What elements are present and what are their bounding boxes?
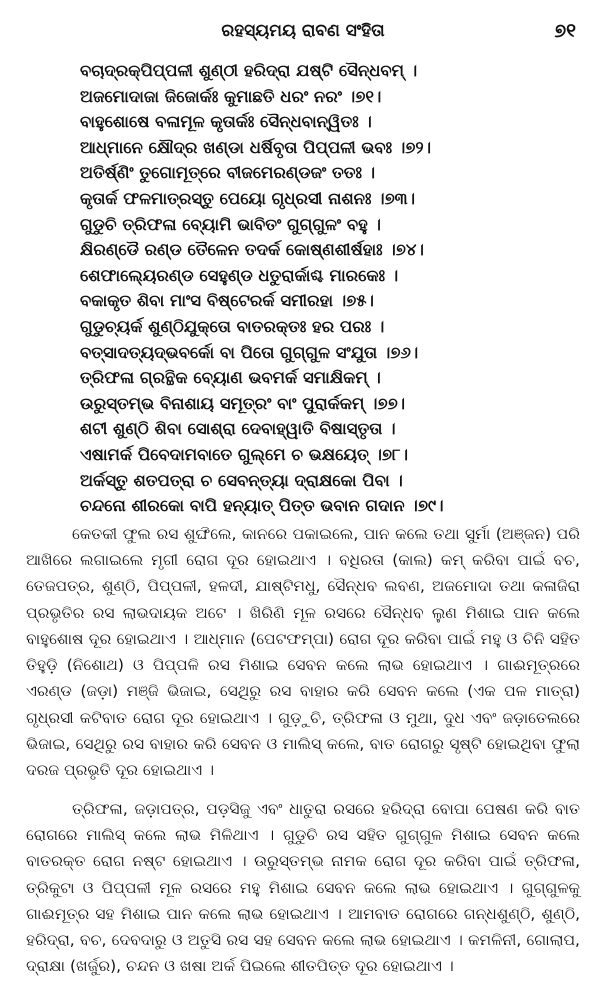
verse-line: କ୍ଷିରଣ୍ଡୈ ରଣ୍ଡ ତୈଳେନ ତଦର୍କ କୋଷ୍ଣଶୀର୍ଷହାଃ ।୭୪।	[80, 240, 424, 260]
verse-line: ଶେଫାଲ୍ୟେରଣ୍ଡ ସେହୁଣ୍ଡ ଧତୁରାର୍କାଶ୍ଚ ମାରକେଃ ।	[80, 265, 399, 285]
verse-line: ଅର୍କସ୍ତୁ ଶତପତ୍ରା ଚ ସେବନ୍ତ୍ୟା ଦ୍ରାକ୍ଷକୋ ପିବା ।	[80, 470, 403, 490]
verse-line: ବଚାଦ୍ରକ୍‌ପିପ୍ପଳୀ ଶୁଣ୍ଠୀ ହରିଦ୍ରା ଯଷ୍ଟି ସୈନ୍ଧବମ୍ ।	[80, 61, 418, 80]
verse-line: କୃତାର୍କ ଫଳମାତ୍ରସ୍ତୁ ପେୟୋ ଗୃଧ୍ରସୀ ନାଶନଃ ।୭୩।	[80, 188, 416, 208]
verse-line: ଚନ୍ଦନୋ ଶୀରକୋ ବାପି ହନ୍ୟାତ୍ ପିତ୍ତ ଭବାନ ଗଦାନ ।୭୯।	[80, 496, 444, 516]
verse-line: ବତ୍‌ସାଦତ୍ୟଦ୍‌ଭବର୍କୋ ବା ପିତୋ ଗୁଗ୍‌ଗୁଳ ସଂଯୁତା ।୭୬।	[80, 342, 419, 362]
commentary-paragraph: ତ୍ରିଫଳା, ଜଡ଼ାପତ୍ର, ପଡ଼ସିଜୁ ଏବଂ ଧାତୁରା ରସରେ ହରିଦ୍ରା ବୋପା ପେଷଣ କରି ବାତ ରୋଗରେ ମାଲିସ୍ କଲେ ଲାଭ ମିଳିଥାଏ । ଗୁଡୁଚି ରସ ସହିତ ଗୁଗ୍‌ଗୁଳ ମିଶାଇ ସେବନ କଲେ ବାତରକ୍ତ ରୋଗ ନଷ୍ଟ ହୋଇଥାଏ । ଉରୁସ୍ତମ୍ଭ ନାମକ ରୋଗ ଦୂର କରିବା ପାଇଁ ତ୍ରିଫଳା, ତ୍ରିକୁଟା ଓ ପିପ୍ପଳୀ ମୂଳ ରସରେ ମହୁ ମିଶାଇ ସେବନ କଲେ ଲାଭ ହୋଇଥାଏ । ଗୁଗ୍‌ଗୁଳକୁ ଗାଈମୂତ୍ର ସହ ମିଶାଇ ପାନ କଲେ ଲାଭ ହୋଇଥାଏ । ଆମବାତ ରୋଗରେ ଗନ୍ଧଶୁଣ୍ଠି, ଶୁଣ୍ଠି, ହରିଦ୍ରା, ବଚ, ଦେବଦାରୁ ଓ ଅତୁସି ରସ ସହ ସେବନ କଲେ ଲାଭ ହୋଇଥାଏ । କମଳିନୀ, ଗୋଲାପ, ଦ୍ରାକ୍ଷା (ଖର୍ଜୁର), ଚନ୍ଦନ ଓ ଖଷା ଅର୍କ ପିଇଲେ ଶୀତପିତ୍ତ ଦୂର ହୋଇଥାଏ ।	[26, 799, 580, 976]
verse-line: ଗୁଡୁଚ୍ୟର୍କ ଶୁଣ୍ଠିଯୁକ୍ତୋ ବାତରକ୍ତଃ ହର ପରଃ ।	[80, 316, 385, 336]
verse-line: ବାହୁଶୋଷେ ବଳାମୂଳ କୃତାର୍କଃ ସୈନ୍ଧବାନ୍ୱିତଃ ।	[80, 112, 372, 132]
verse-line: ଆଧ୍ମାନେ କ୍ଷୌଦ୍ର ଖଣ୍ଡା ଧର୍ଷିବୃତା ପିପ୍ପଳୀ ଭବଃ ।୭୨।	[80, 137, 432, 157]
verse-line: ଏଷାମର୍କ ପିବେଦାମବାତେ ଗୁଲ୍ମେ ଚ ଭକ୍ଷୟେତ୍ ।୭୮।	[80, 444, 409, 464]
verse-line: ଉରୁସ୍ତମ୍ଭ ବିନାଶାୟ ସମୂତ୍ରଂ ବାଂ ପୁରାର୍କକମ୍ ।୭୭।	[80, 393, 406, 413]
verse-line: ବକାକୃତ ଶିବା ମାଂସ ବିଷ୍ଟେରର୍କ ସମୀରହା ।୭୫।	[80, 291, 374, 311]
page-header	[26, 14, 580, 48]
commentary-paragraph: କେତକୀ ଫୁଲ ରସ ଶୁଙ୍ଘିଲେ, କାନରେ ପକାଇଲେ, ପାନ କଲେ ତଥା ସୁର୍ମା (ଅଞ୍ଜନ) ପରି ଆଖିରେ ଲଗାଇଲେ ମୃଗୀ ରୋଗ ଦୂର ହୋଇଥାଏ । ବଧିରତା (କାଲ) କମ୍ କରିବା ପାଇଁ ବଚ, ତେଜପତ୍ର, ଶୁଣ୍ଠି, ପିପ୍ପଳୀ, ହଳଦୀ, ଯାଷ୍ଟିମଧୁ, ସୈନ୍ଧବ ଲବଣ, ଅଜମୋଦା ତଥା କଳାଜିରା ପ୍ରଭୃତିର ରସ ଲାଭଦାୟକ ଅଟେ । ଖିରିଣି ମୂଳ ରସରେ ସୈନ୍ଧବ ଲୁଣ ମିଶାଇ ପାନ କଲେ ବାହୁଶୋଷ ଦୂର ହୋଇଥାଏ । ଆଧ୍ମାନ (ପେଟଫମ୍ପା) ରୋଗ ଦୂର କରିବା ପାଇଁ ମହୁ ଓ ଚିନି ସହିତ ତିହୁଡ଼ି (ନିଶୋଥ) ଓ ପିପ୍ପଳି ରସ ମିଶାଇ ସେବନ କଲେ ଲାଭ ହୋଇଥାଏ । ଗାଈମୂତ୍ରରେ ଏରଣ୍ଡ (ଜଡ଼ା) ମଞ୍ଜି ଭିଜାଇ, ସେଥିରୁ ରସ ବାହାର କରି ସେବନ କଲେ (ଏକ ପଳ ମାତ୍ରା) ଗୃଧ୍ରସୀ କଟିବାତ ରୋଗ ଦୂର ହୋଇଥାଏ । ଗୁଡ଼ୁଚି, ତ୍ରିଫଳା ଓ ମୁଥା, ଦୁଧ ଏବଂ ଜଡ଼ାତେଲରେ ଭିଜାଇ, ସେଥିରୁ ରସ ବାହାର କରି ସେବନ ଓ ମାଲିସ୍ କଲେ, ବାତ ରୋଗରୁ ସୃଷ୍ଟି ହୋଇଥିବା ଫୁଲା ଦରଜ ପ୍ରଭୃତି ଦୂର ହୋଇଥାଏ ।	[26, 524, 580, 780]
verse-line: ତ୍ରିଫଳା ଗ୍ରନ୍ଥିକ ବ୍ୟୋଣ ଭବମର୍କ ସମାକ୍ଷିକମ୍ ।	[80, 368, 381, 388]
verse-line: ଗୁଡୁଚି ତ୍ରିଫଳା ବ୍ୟୋମି ଭାବିତଂ ଗୁଗ୍‌ଗୁଳଂ ବହୁ ।	[80, 214, 381, 234]
verse-line: ଅଜମୋଦାଜା ଜିଜୋର୍କଃ କୁମାଛତି ଧରଂ ନରଂ ।୭୧।	[80, 86, 382, 106]
page-number: ୭୧	[554, 20, 576, 42]
verse-block	[26, 58, 580, 519]
verse-line: ଅତିର୍ଷ୍ଣିଂ ତୁଗୋମୂତ୍ରେ ବୀଜମେରଣ୍ଡଜଂ ତତଃ ।	[80, 163, 376, 183]
running-title: ରହସ୍ୟମୟ ରାବଣ ସଂହିତା	[221, 21, 385, 41]
verse-line: ଶଟୀ ଶୁଣ୍ଠି ଶିବା ସୋଶ୍ରା ଦେବାହ୍ୱାତି ବିଷାସ୍ତୃତା ।	[80, 419, 396, 439]
